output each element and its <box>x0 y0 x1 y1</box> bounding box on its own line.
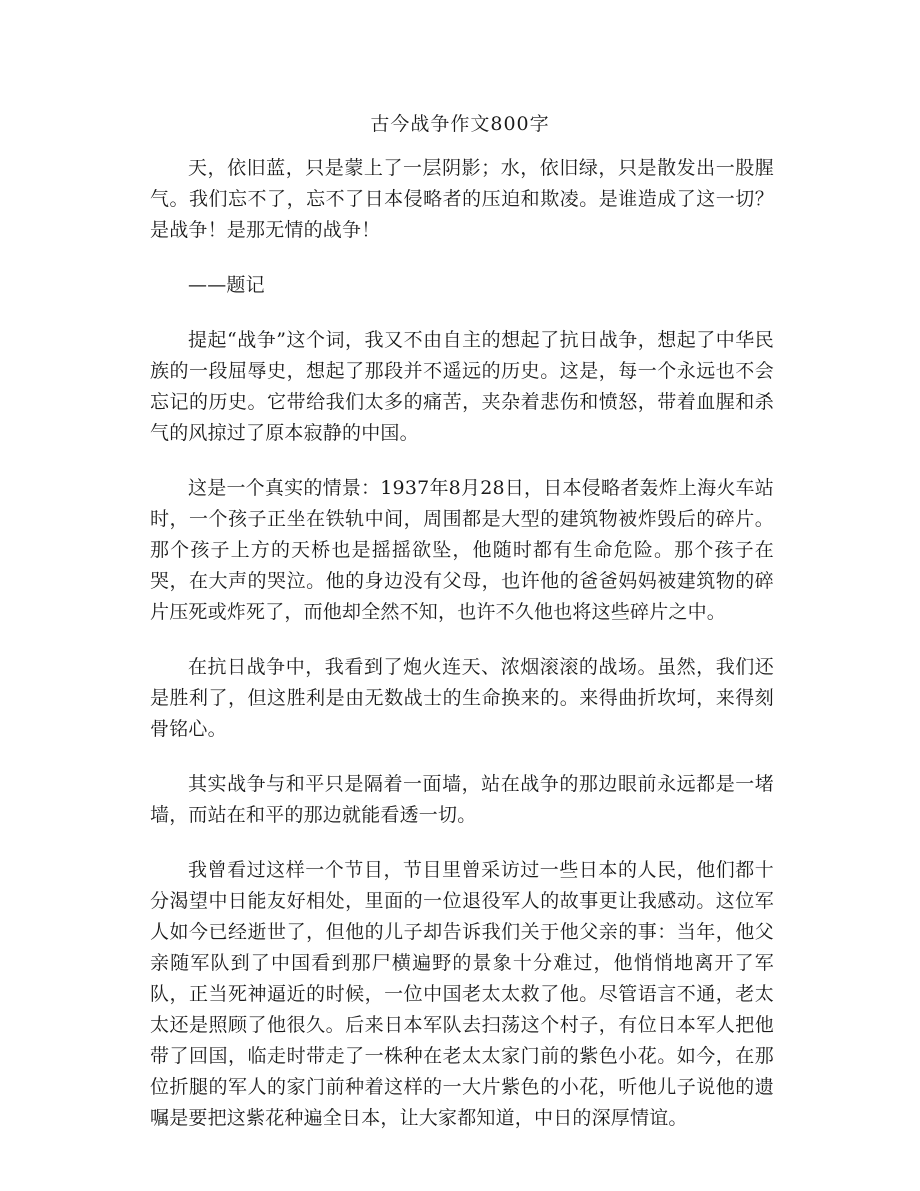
document-body <box>150 153 774 1158</box>
paragraph-intro: 天，依旧蓝，只是蒙上了一层阴影；水，依旧绿，只是散发出一股腥气。我们忘不了，忘不了日本侵略者的压迫和欺凌。是谁造成了这一切？是战争！是那无情的战争！ <box>150 157 774 241</box>
document-title: 古今战争作文800字 <box>370 113 550 135</box>
paragraph-true-scene: 这是一个真实的情景：1937年8月28日，日本侵略者轰炸上海火车站时，一个孩子正坐在铁轨中间，周围都是大型的建筑物被炸毁后的碎片。那个孩子上方的天桥也是摇摇欲坠，他随时都有生命危险。那个孩子在哭，在大声的哭泣。他的身边没有父母，也许他的爸爸妈妈被建筑物的碎片压死或炸死了，而他却全然不知，也许不久他也将这些碎片之中。 <box>150 477 774 623</box>
paragraph-veteran-story: 我曾看过这样一个节目，节目里曾采访过一些日本的人民，他们都十分渴望中日能友好相处，里面的一位退役军人的故事更让我感动。这位军人如今已经逝世了，但他的儿子却告诉我们关于他父亲的事：当年，他父亲随军队到了中国看到那尸横遍野的景象十分难过，他悄悄地离开了军队，正当死神逼近的时候，一位中国老太太救了他。尽管语言不通，老太太还是照顾了他很久。后来日本军队去扫荡这个村子，有位日本军人把他带了回国，临走时带走了一株种在老太太家门前的紫色小花。如今，在那位折腿的军人的家门前种着这样的一大片紫色的小花，听他儿子说他的遗嘱是要把这紫花种遍全日本，让大家都知道，中日的深厚情谊。 <box>150 859 774 1129</box>
paragraph-battlefield: 在抗日战争中，我看到了炮火连天、浓烟滚滚的战场。虽然，我们还是胜利了，但这胜利是由无数战士的生命换来的。来得曲折坎坷，来得刻骨铭心。 <box>150 656 774 740</box>
paragraph-war-and-peace: 其实战争与和平只是隔着一面墙，站在战争的那边眼前永远都是一堵墙，而站在和平的那边就能看透一切。 <box>150 773 774 826</box>
paragraph-epigraph-note: ——题记 <box>188 274 265 296</box>
paragraph-war-memory: 提起“战争”这个词，我又不由自主的想起了抗日战争，想起了中华民族的一段屈辱史，想起了那段并不遥远的历史。这是，每一个永远也不会忘记的历史。它带给我们太多的痛苦，夹杂着悲伤和愤怒，带着血腥和杀气的风掠过了原本寂静的中国。 <box>150 329 774 444</box>
